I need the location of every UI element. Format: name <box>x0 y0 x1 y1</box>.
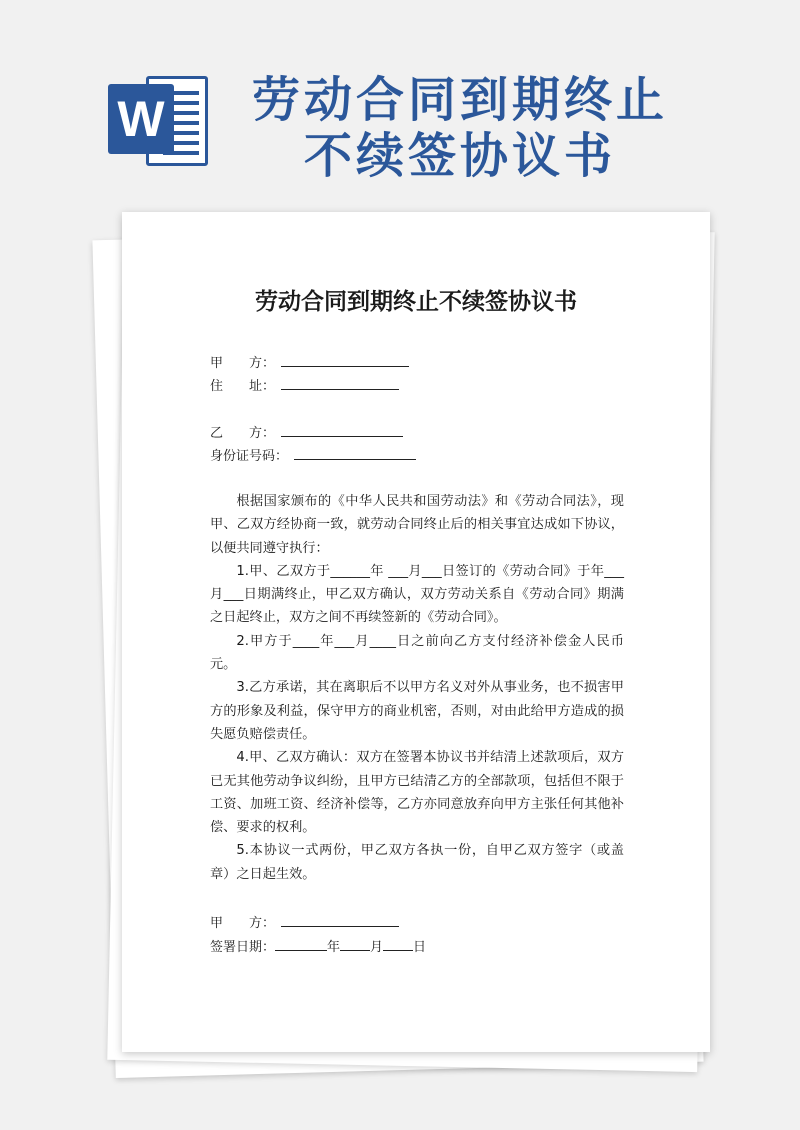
document-title: 劳动合同到期终止不续签协议书 <box>255 289 577 315</box>
party-b-label: 乙 方： <box>210 426 276 441</box>
sign-day-blank <box>383 936 413 951</box>
sign-date-label: 签署日期： <box>210 940 276 955</box>
party-a-field <box>210 352 409 374</box>
id-number-field <box>210 445 416 467</box>
paragraph-clause-3: 3.乙方承诺，其在离职后不以甲方名义对外从事业务，也不损害甲方的形象及利益，保守甲方的商业机密，否则，对由此给甲方造成的损失愿负赔偿责任。 <box>210 680 624 742</box>
paragraph-clause-5: 5.本协议一式两份，甲乙双方各执一份，自甲乙双方签字（或盖章）之日起生效。 <box>210 843 624 882</box>
word-document-icon <box>108 70 212 170</box>
party-a-blank <box>281 352 409 367</box>
document-page <box>122 212 710 1052</box>
header-title-line1: 劳动合同到期终止 <box>251 72 668 128</box>
sign-day-unit: 日 <box>413 940 427 955</box>
party-a-label: 甲 方： <box>210 356 276 371</box>
sign-year-blank <box>275 936 327 951</box>
party-b-field <box>210 422 403 444</box>
sign-party-label: 甲 方： <box>210 916 276 931</box>
sign-month-unit: 月 <box>370 940 384 955</box>
address-blank <box>281 375 399 390</box>
header-title-line2: 不续签协议书 <box>303 128 616 184</box>
id-number-label: 身份证号码： <box>210 449 289 464</box>
address-field <box>210 375 399 397</box>
paragraph-clause-1: 1.甲、乙双方于______年 ___月___日签订的《劳动合同》于年___月___日期满终止，甲乙双方确认，双方劳动关系自《劳动合同》期满之日起终止，双方之间不再续签新的《劳动合同》。 <box>210 563 624 626</box>
address-label: 住 址： <box>210 379 276 394</box>
id-number-blank <box>294 445 416 460</box>
paragraph-intro: 根据国家颁布的《中华人民共和国劳动法》和《劳动合同法》，现甲、乙双方经协商一致，就劳动合同终止后的相关事宜达成如下协议，以便共同遵守执行： <box>210 494 624 556</box>
paragraph-clause-4: 4.甲、乙双方确认：双方在签署本协议书并结清上述款项后，双方已无其他劳动争议纠纷，且甲方已结清乙方的全部款项，包括但不限于工资、加班工资、经济补偿等，乙方亦同意放弃向甲方主张任何其他补偿、要求的权利。 <box>210 750 624 836</box>
paragraph-clause-2: 2.甲方于____年___月____日之前向乙方支付经济补偿金人民币元。 <box>210 633 624 673</box>
sign-year-unit: 年 <box>327 940 341 955</box>
agreement-body <box>210 490 624 886</box>
sign-party-blank <box>281 912 399 927</box>
header <box>0 0 800 200</box>
party-b-blank <box>281 422 403 437</box>
word-letter-badge: W <box>108 84 174 154</box>
sign-date-field <box>210 936 426 958</box>
sign-party-field <box>210 912 399 934</box>
sign-month-blank <box>340 936 370 951</box>
